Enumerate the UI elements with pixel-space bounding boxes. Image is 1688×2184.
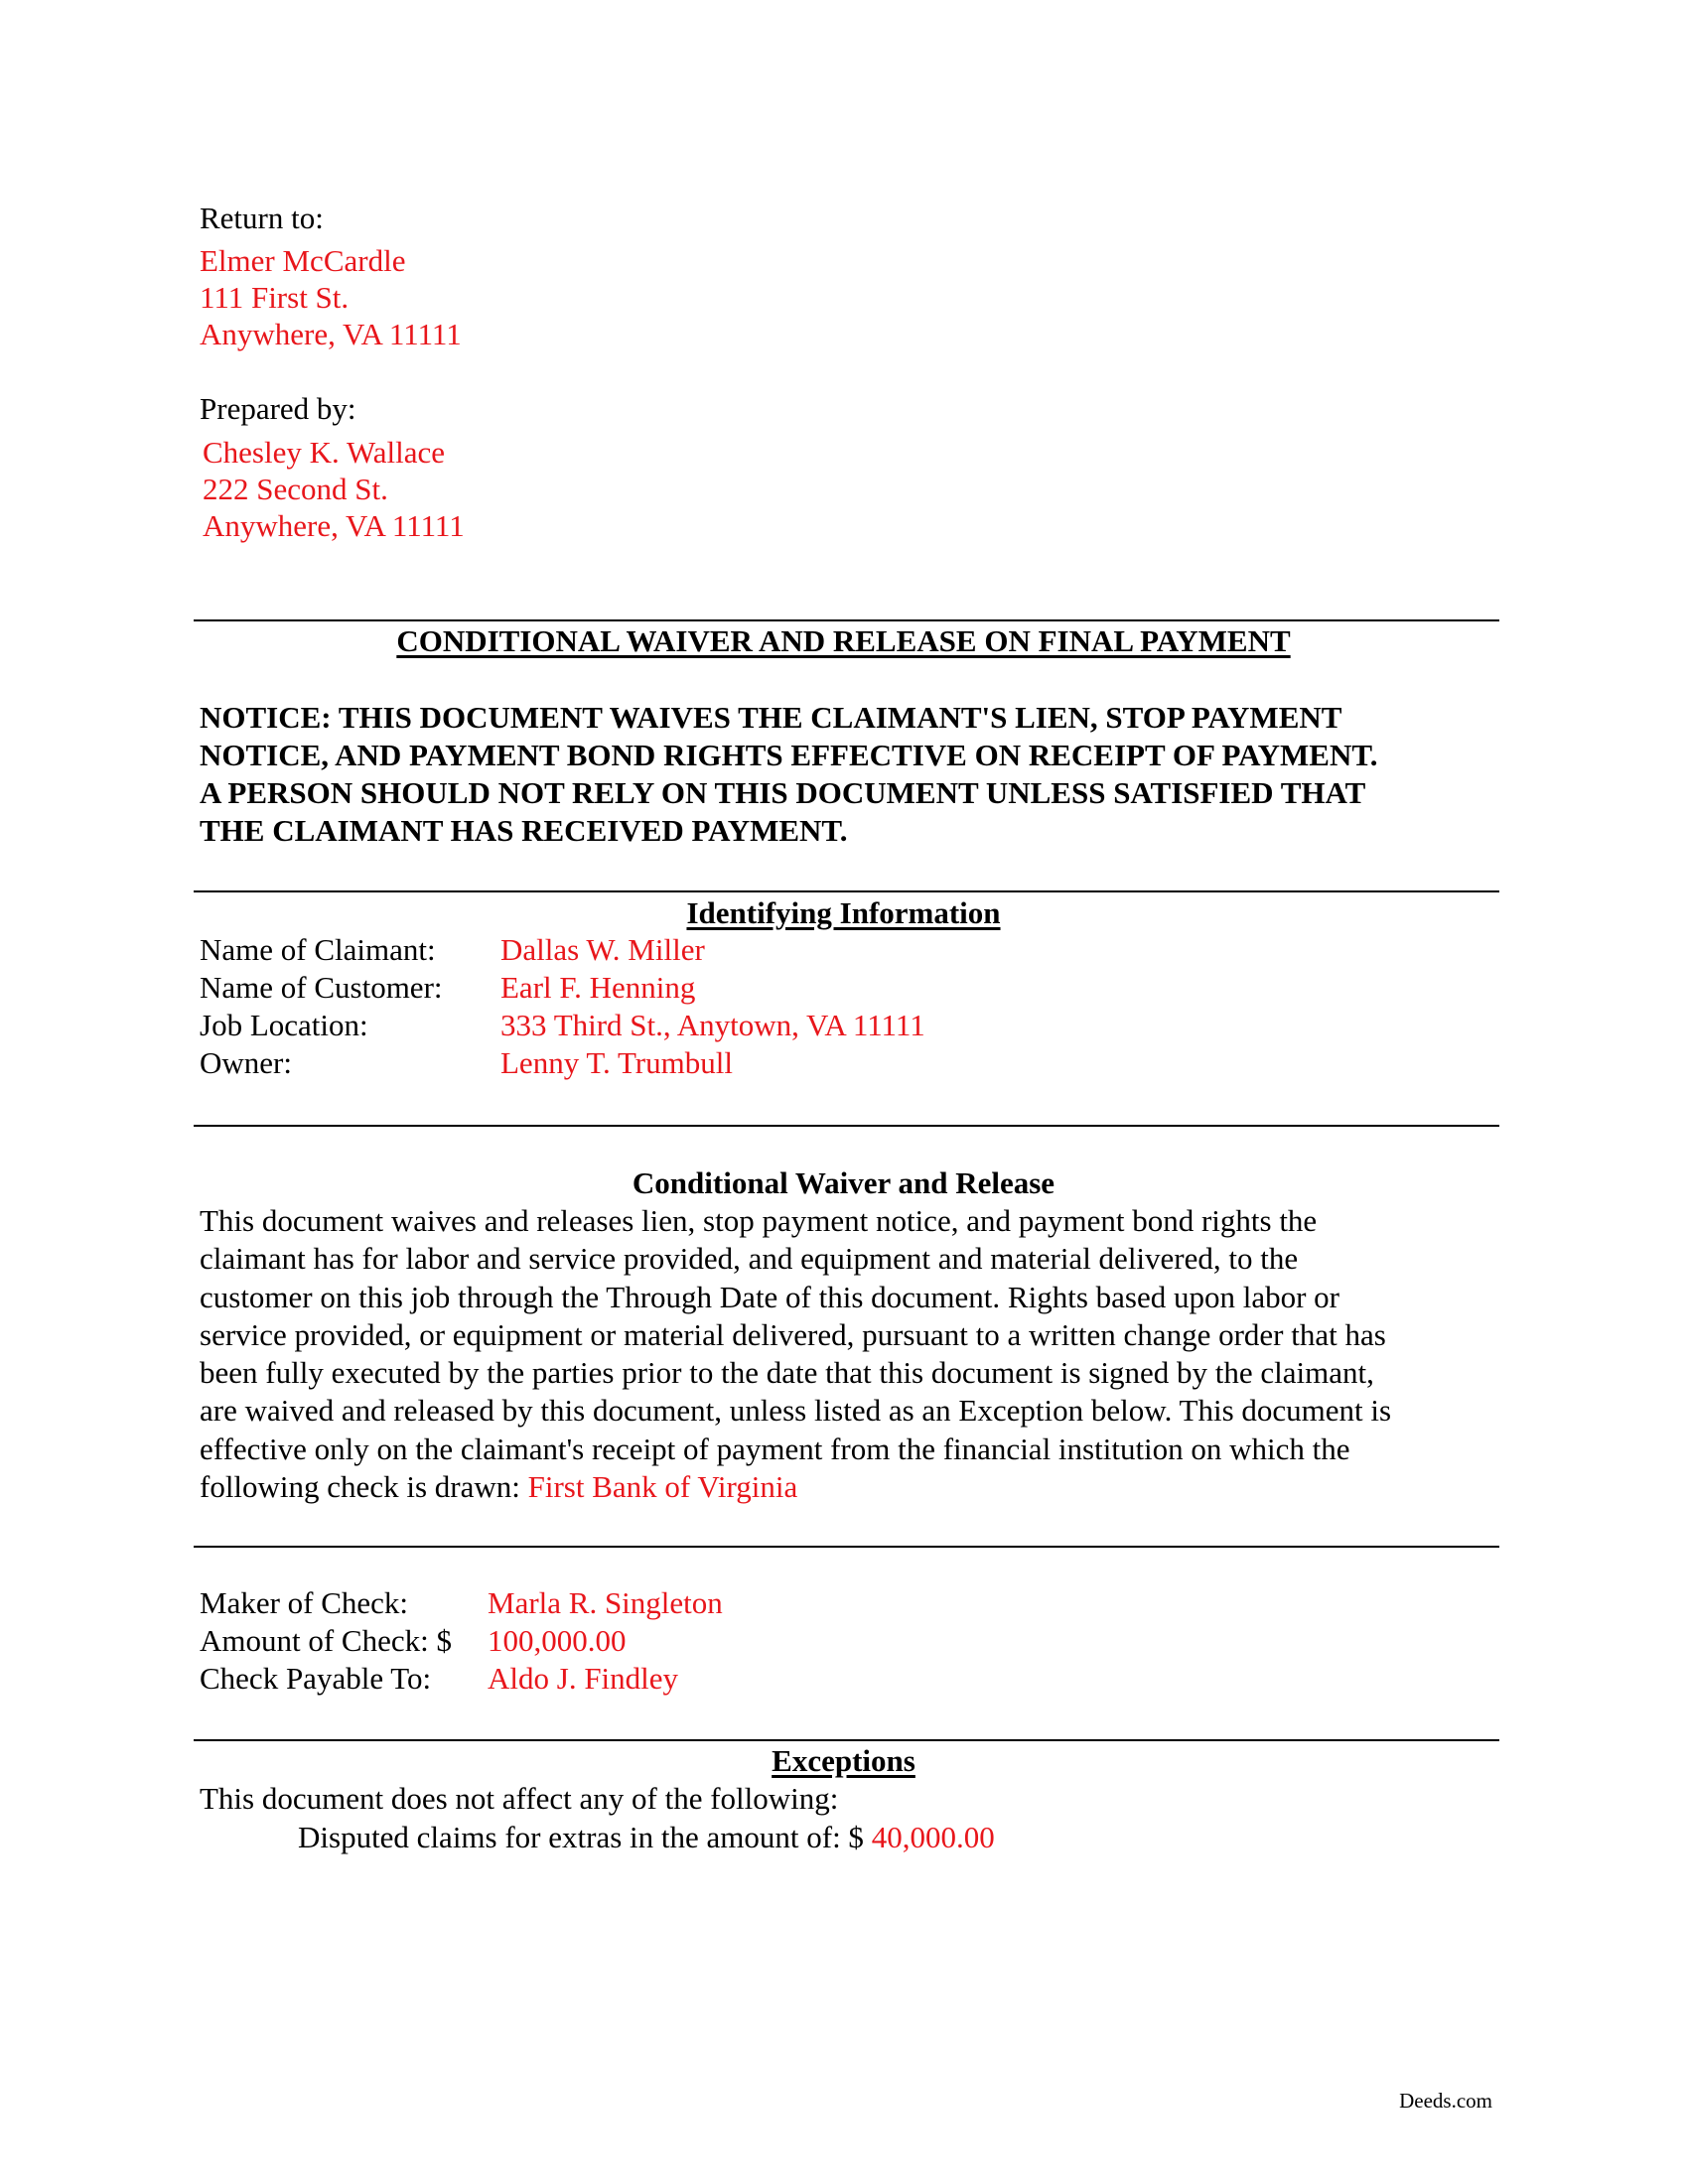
disputed-amount: 40,000.00: [871, 1820, 995, 1854]
notice-block: [200, 699, 1500, 850]
job-location-label: Job Location:: [200, 1008, 368, 1042]
divider: [194, 1739, 1499, 1741]
claimant-value: Dallas W. Miller: [500, 932, 705, 967]
exceptions-intro: This document does not affect any of the following:: [200, 1781, 839, 1816]
disputed-claims-label: Disputed claims for extras in the amount of: $: [298, 1820, 872, 1854]
payable-label: Check Payable To:: [200, 1661, 432, 1696]
waiver-line: service provided, or equipment or material delivered, pursuant to a written change order that has: [200, 1316, 1386, 1352]
amount-label: Amount of Check: $: [200, 1623, 452, 1658]
waiver-line: effective only on the claimant's receipt of payment from the financial institution on which the: [200, 1431, 1350, 1466]
customer-value: Earl F. Henning: [500, 970, 696, 1005]
divider: [194, 619, 1499, 621]
amount-value: 100,000.00: [488, 1623, 627, 1658]
identifying-heading: Identifying Information: [686, 895, 1001, 930]
footer-brand: Deeds.com: [1399, 2089, 1492, 2113]
owner-label: Owner:: [200, 1045, 292, 1080]
waiver-line: claimant has for labor and service provided, and equipment and material delivered, to the: [200, 1241, 1299, 1277]
notice-line: NOTICE: THIS DOCUMENT WAIVES THE CLAIMANT'S LIEN, STOP PAYMENT: [200, 700, 1342, 735]
document-title: CONDITIONAL WAIVER AND RELEASE ON FINAL PAYMENT: [396, 623, 1291, 658]
waiver-heading: Conditional Waiver and Release: [632, 1165, 1055, 1200]
waiver-line: This document waives and releases lien, stop payment notice, and payment bond rights the: [200, 1203, 1318, 1238]
claimant-label: Name of Claimant:: [200, 932, 436, 967]
waiver-last-line-prefix: following check is drawn:: [200, 1469, 528, 1505]
disputed-claims-line: [298, 1819, 995, 1856]
divider: [194, 1125, 1499, 1127]
maker-label: Maker of Check:: [200, 1585, 409, 1620]
prepared-by-city: Anywhere, VA 11111: [203, 508, 465, 543]
waiver-line: customer on this job through the Through Date of this document. Rights based upon labor or: [200, 1279, 1339, 1314]
waiver-paragraph: [200, 1202, 1500, 1506]
divider: [194, 890, 1499, 892]
job-location-value: 333 Third St., Anytown, VA 11111: [500, 1008, 925, 1042]
exceptions-heading: Exceptions: [772, 1743, 915, 1778]
return-to-name: Elmer McCardle: [200, 243, 406, 278]
waiver-line-last: [200, 1468, 1500, 1506]
waiver-line: are waived and released by this document, unless listed as an Exception below. This document is: [200, 1393, 1392, 1429]
return-to-street: 111 First St.: [200, 280, 350, 315]
prepared-by-street: 222 Second St.: [203, 472, 388, 506]
owner-value: Lenny T. Trumbull: [500, 1045, 733, 1080]
prepared-by-label: Prepared by:: [200, 391, 356, 426]
payable-value: Aldo J. Findley: [488, 1661, 679, 1696]
prepared-by-name: Chesley K. Wallace: [203, 435, 445, 470]
maker-value: Marla R. Singleton: [488, 1585, 723, 1620]
notice-line: A PERSON SHOULD NOT RELY ON THIS DOCUMENT UNLESS SATISFIED THAT: [200, 775, 1366, 810]
bank-name: First Bank of Virginia: [527, 1469, 798, 1505]
notice-line: NOTICE, AND PAYMENT BOND RIGHTS EFFECTIVE ON RECEIPT OF PAYMENT.: [200, 738, 1378, 772]
customer-label: Name of Customer:: [200, 970, 443, 1005]
notice-line: THE CLAIMANT HAS RECEIVED PAYMENT.: [200, 813, 848, 848]
return-to-city: Anywhere, VA 11111: [200, 317, 462, 351]
return-to-label: Return to:: [200, 201, 324, 235]
waiver-line: been fully executed by the parties prior to the date that this document is signed by the claimant,: [200, 1355, 1374, 1391]
divider: [194, 1546, 1499, 1548]
